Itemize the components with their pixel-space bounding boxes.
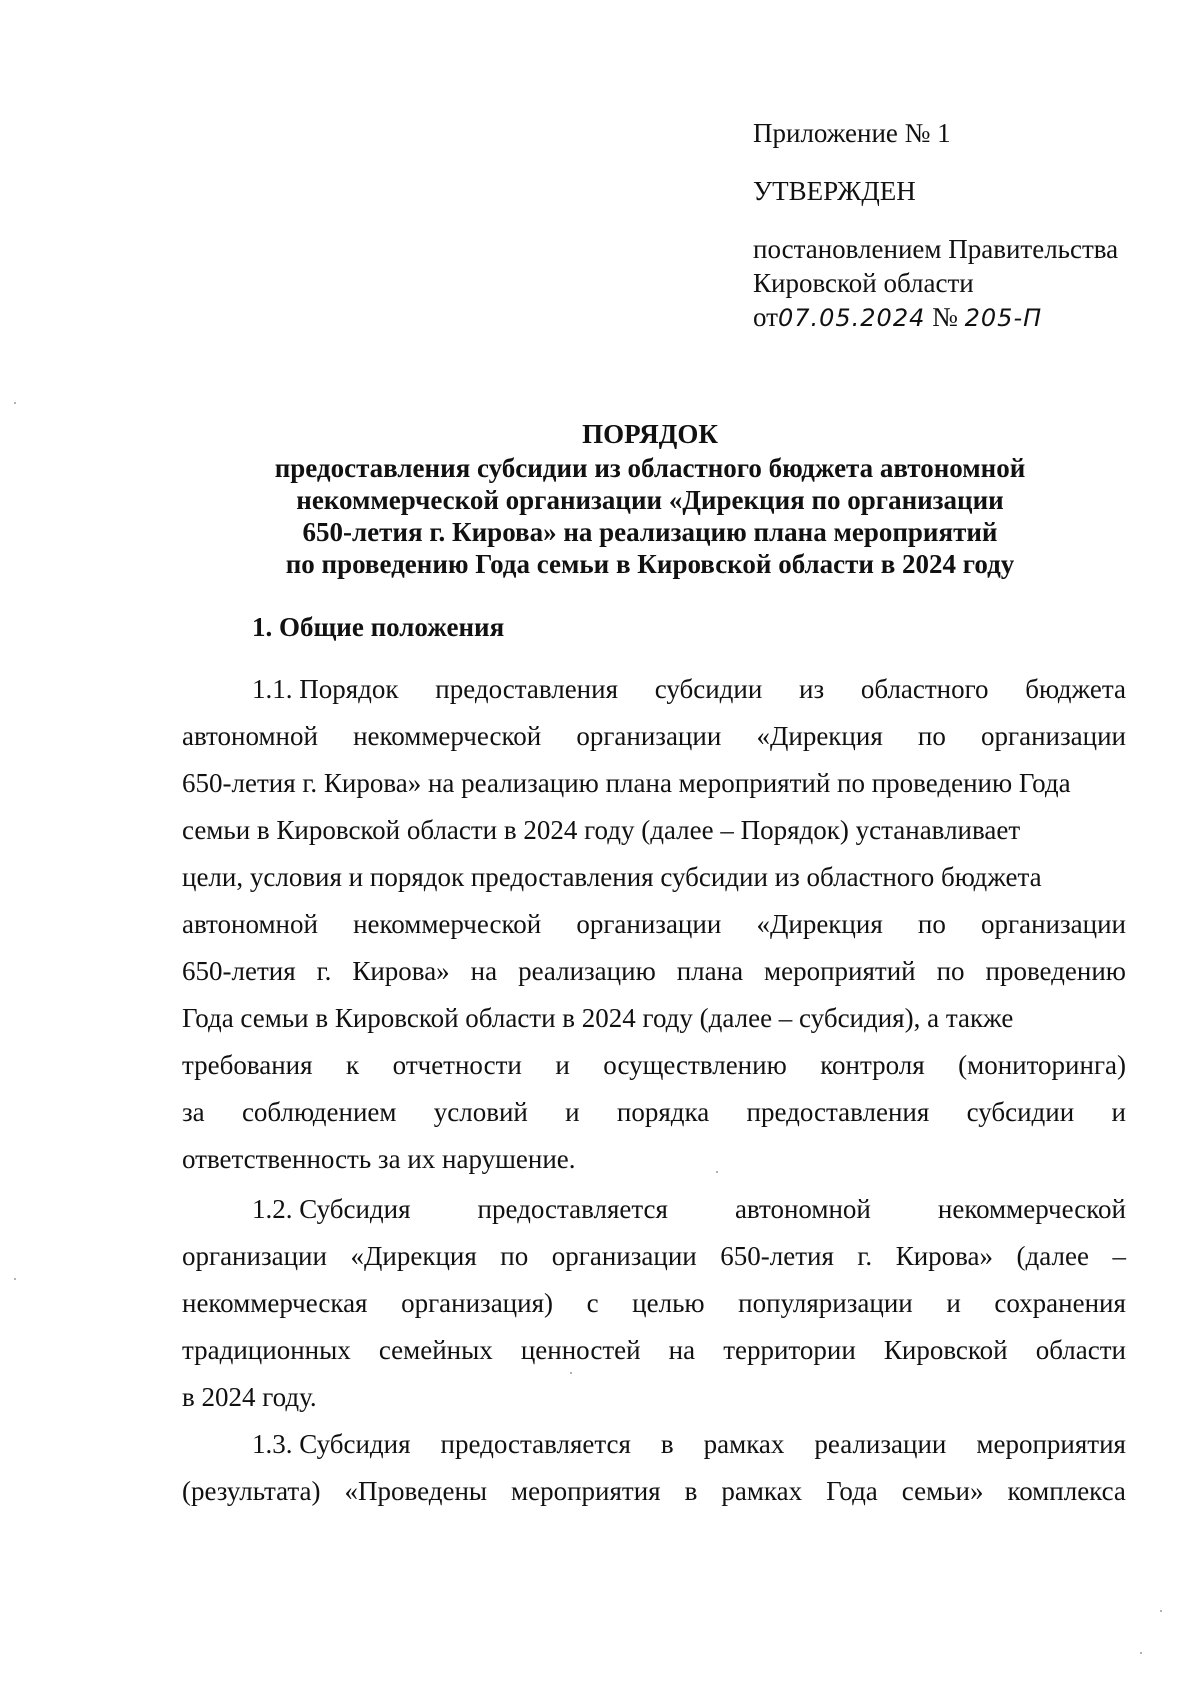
text-word: предоставления [435,674,619,704]
text-word: и [1111,1097,1126,1127]
text-word: «Проведены [344,1476,488,1506]
text-line [182,807,1126,854]
text-word: 650-летия [182,956,296,986]
text-word: реализации [814,1429,947,1459]
paragraph-1-3 [182,1421,1126,1515]
text-word: автономной [734,1194,871,1224]
text-word: некоммерческой [353,721,542,751]
paragraph-1-1 [182,666,1126,1183]
text-word: автономной [182,721,318,751]
text-word: реализацию [518,956,656,986]
text-word: порядка [616,1097,710,1127]
text-word: 650-летия г. Кирова» на реализацию плана мероприятий по проведению Года [182,768,1071,798]
decree-line-1: постановлением Правительства [753,234,1119,264]
text-word: области [1035,1335,1126,1365]
text-word: г. [316,956,332,986]
text-word: (далее [1016,1241,1089,1271]
text-word: организации [576,909,722,939]
text-word: ответственность за их нарушение. [182,1144,576,1174]
text-word: проведению [985,956,1126,986]
text-word: по [917,909,946,939]
text-word: бюджета [1025,674,1126,704]
text-word: из [799,674,825,704]
text-line [182,995,1126,1042]
title-main: ПОРЯДОК [582,419,718,449]
text-word: организации [551,1241,697,1271]
text-word: требования [182,1050,313,1080]
text-word: Года семьи в Кировской области в 2024 году (далее – субсидия), а также [182,1003,1014,1033]
title-line: 650-летия г. Кирова» на реализацию плана мероприятий [302,517,998,547]
text-word: организации [981,909,1126,939]
text-word: «Дирекция [756,909,883,939]
scan-speck [570,1372,572,1374]
text-word: на [668,1335,696,1365]
text-line [182,1042,1126,1089]
title-line: предоставления субсидии из областного бюджета автономной [274,453,1026,483]
text-line [182,1186,1126,1233]
document-title [180,418,1120,580]
text-line [182,1421,1126,1468]
text-line [182,713,1126,760]
text-word: условий [433,1097,528,1127]
text-word: целью [632,1288,705,1318]
approval-block [753,116,1173,335]
text-word: автономной [182,909,318,939]
text-word: предоставляется [477,1194,668,1224]
text-word: предоставляется [440,1429,631,1459]
text-word: территории [723,1335,856,1365]
text-line [182,760,1126,807]
text-word: субсидии [654,674,763,704]
text-word: соблюдением [241,1097,397,1127]
text-word: цели, условия и порядок предоставления субсидии из областного бюджета [182,862,1042,892]
text-line [182,1468,1126,1515]
scan-speck [1160,1610,1162,1612]
text-word: комплекса [1007,1476,1126,1506]
text-word: популяризации [738,1288,913,1318]
title-line: по проведению Года семьи в Кировской области в 2024 году [285,549,1015,579]
number-prefix: № [932,302,958,332]
text-word: в [660,1429,674,1459]
paragraph-1-2 [182,1186,1126,1421]
text-word: осуществлению [603,1050,787,1080]
text-word: некоммерческая [182,1288,368,1318]
scan-speck [14,1278,16,1280]
text-line [182,666,1126,713]
text-word: «Дирекция [756,721,883,751]
text-word: (результата) [182,1476,321,1506]
text-line [182,1374,1126,1421]
text-word: и [555,1050,570,1080]
text-word: мероприятия [511,1476,661,1506]
text-word: «Дирекция [350,1241,477,1271]
scan-speck [14,402,16,404]
text-word: – [1112,1241,1126,1271]
text-word: Кирова» [895,1241,994,1271]
text-word: по [917,721,946,751]
text-line [182,1327,1126,1374]
text-word: ценностей [520,1335,641,1365]
handwritten-number: 205-П [964,304,1043,332]
text-word: некоммерческой [937,1194,1126,1224]
text-word: по [500,1241,529,1271]
text-word: на [470,956,498,986]
scan-speck [716,1171,718,1173]
text-word: с [586,1288,599,1318]
text-word: по [936,956,965,986]
text-line [182,948,1126,995]
text-word: семьи» [901,1476,984,1506]
text-line [182,901,1126,948]
handwritten-date: 07.05.2024 [777,304,926,332]
text-line [182,1280,1126,1327]
title-line: некоммерческой организации «Дирекция по организации [296,485,1004,515]
text-word: (мониторинга) [958,1050,1126,1080]
text-word: 650-летия [720,1241,834,1271]
scan-speck [1140,1652,1142,1654]
text-word: организации [182,1241,327,1271]
text-word: к [346,1050,360,1080]
text-word: организация) [401,1288,553,1318]
date-prefix: от [753,302,778,332]
text-word: г. [857,1241,873,1271]
text-word: семьи в Кировской области в 2024 году (далее – Порядок) устанавливает [182,815,1021,845]
text-word: сохранения [994,1288,1126,1318]
text-word: контроля [820,1050,925,1080]
text-word: 1.2. Субсидия [252,1194,411,1224]
text-word: рамках [703,1429,785,1459]
decree-line-2: Кировской области [753,268,974,298]
text-word: субсидии [966,1097,1075,1127]
text-word: рамках [721,1476,803,1506]
text-word: и [946,1288,961,1318]
approved-label: УТВЕРЖДЕН [753,176,916,206]
text-line [182,1233,1126,1280]
text-line [182,1089,1126,1136]
text-line [182,1136,1126,1183]
text-word: традиционных [182,1335,351,1365]
text-word: Кирова» [352,956,450,986]
text-word: организации [981,721,1126,751]
text-word: отчетности [392,1050,522,1080]
text-word: за [182,1097,205,1127]
text-word: 1.3. Субсидия [252,1429,411,1459]
text-word: предоставления [746,1097,930,1127]
text-word: областного [860,674,989,704]
text-word: 1.1. Порядок [252,674,399,704]
text-word: Года [826,1476,878,1506]
decree-date-number [753,300,1173,335]
text-word: в 2024 году. [182,1382,317,1412]
text-word: Кировской [883,1335,1008,1365]
appendix-label: Приложение № 1 [753,118,951,148]
text-word: семейных [378,1335,493,1365]
section-heading: 1. Общие положения [252,612,505,642]
text-word: некоммерческой [353,909,542,939]
text-word: в [684,1476,698,1506]
text-word: мероприятия [976,1429,1126,1459]
text-word: мероприятий [764,956,916,986]
text-word: и [565,1097,580,1127]
text-word: организации [576,721,722,751]
text-line [182,854,1126,901]
text-word: плана [676,956,744,986]
